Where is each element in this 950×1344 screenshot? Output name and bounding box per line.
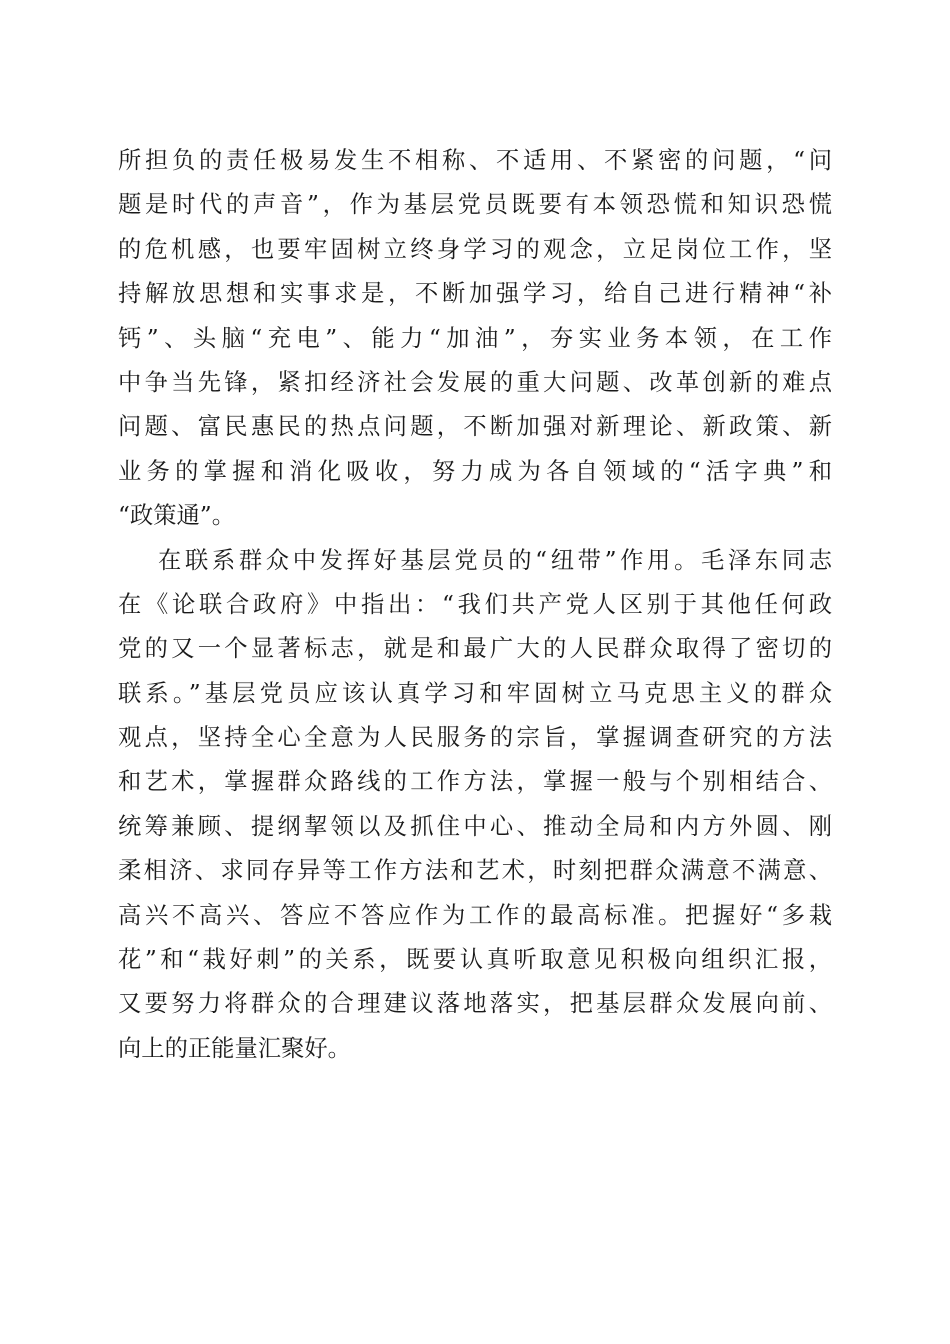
text-line: 钙”、头脑“充电”、能力“加油”，夯实业务本领，在工作 xyxy=(118,324,832,352)
text-line: 柔相济、求同存异等工作方法和艺术，时刻把群众满意不满意、 xyxy=(118,857,832,885)
paragraph-connecting-masses xyxy=(118,539,832,1072)
paragraph-responsibility-learning xyxy=(118,139,832,539)
text-line: 党的又一个显著标志，就是和最广大的人民群众取得了密切的 xyxy=(118,635,832,663)
text-line: 题是时代的声音”，作为基层党员既要有本领恐慌和知识恐慌 xyxy=(118,191,832,219)
text-line: 在联系群众中发挥好基层党员的“纽带”作用。毛泽东同志 xyxy=(158,546,832,574)
text-line: 又要努力将群众的合理建议落地落实，把基层群众发展向前、 xyxy=(118,990,832,1018)
document-body xyxy=(118,139,832,1071)
text-line: 观点，坚持全心全意为人民服务的宗旨，掌握调查研究的方法 xyxy=(118,724,832,752)
text-line: 高兴不高兴、答应不答应作为工作的最高标准。把握好“多栽 xyxy=(118,901,832,929)
text-line: 和艺术，掌握群众路线的工作方法，掌握一般与个别相结合、 xyxy=(118,768,832,796)
text-line: 业务的掌握和消化吸收，努力成为各自领域的“活字典”和 xyxy=(118,457,832,485)
text-line: 所担负的责任极易发生不相称、不适用、不紧密的问题，“问 xyxy=(118,147,832,174)
text-line: 统筹兼顾、提纲挈领以及抓住中心、推动全局和内方外圆、刚 xyxy=(118,812,832,840)
text-line: 在《论联合政府》中指出：“我们共产党人区别于其他任何政 xyxy=(118,590,832,618)
text-line: 向上的正能量汇聚好。 xyxy=(118,1034,351,1062)
text-line: 的危机感，也要牢固树立终身学习的观念，立足岗位工作，坚 xyxy=(118,235,832,263)
text-line: 问题、富民惠民的热点问题，不断加强对新理论、新政策、新 xyxy=(118,413,832,441)
text-line: 持解放思想和实事求是，不断加强学习，给自己进行精神“补 xyxy=(118,280,832,308)
text-line: “政策通”。 xyxy=(118,502,236,530)
text-line: 中争当先锋，紧扣经济社会发展的重大问题、改革创新的难点 xyxy=(118,368,832,396)
text-line: 联系。”基层党员应该认真学习和牢固树立马克思主义的群众 xyxy=(118,679,832,707)
text-line: 花”和“栽好刺”的关系，既要认真听取意见积极向组织汇报， xyxy=(118,946,832,974)
